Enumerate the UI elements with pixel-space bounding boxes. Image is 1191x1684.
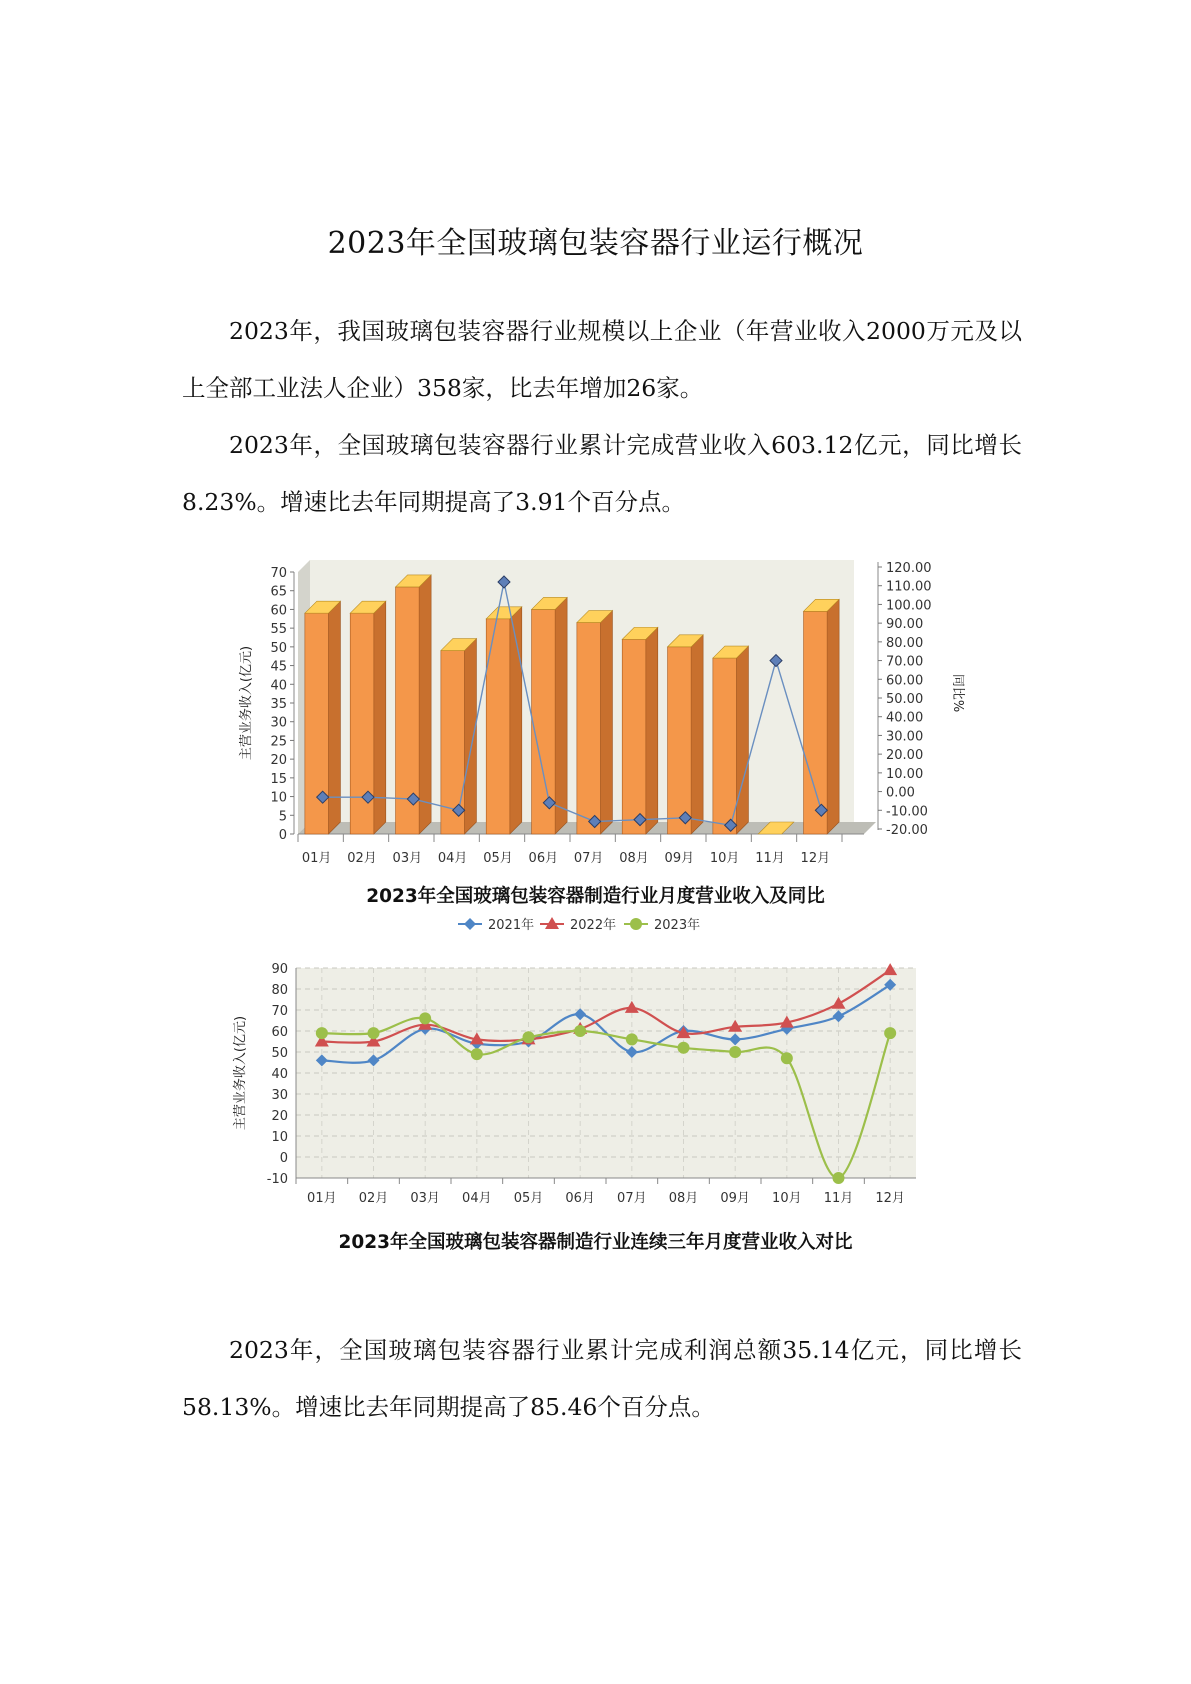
y2-tick-label: 0.00 (886, 785, 915, 801)
x-tick-label: 08月 (619, 851, 649, 866)
legend-swatch-marker (630, 918, 642, 930)
y-tick-label: 30 (271, 1088, 288, 1103)
paragraph-profit: 2023年，全国玻璃包装容器行业累计完成利润总额35.14亿元，同比增长58.13%。增速比去年同期提高了85.46个百分点。 (182, 1336, 1022, 1421)
y-tick-label: 35 (270, 697, 287, 712)
y2-tick-label: -10.00 (886, 804, 928, 820)
data-point (729, 1046, 741, 1058)
data-point (884, 1027, 896, 1039)
x-tick-label: 07月 (617, 1191, 647, 1206)
y-tick-label: 50 (271, 1046, 288, 1061)
y-tick-label: 40 (271, 1067, 288, 1082)
x-tick-label: 01月 (307, 1191, 337, 1206)
y2-tick-label: 20.00 (886, 748, 924, 764)
y-axis-title: 主营业务收入(亿元) (233, 1015, 248, 1131)
page-title: 2023年全国玻璃包装容器行业运行概况 (327, 226, 864, 261)
data-point (368, 1027, 380, 1039)
chart2-caption: 2023年全国玻璃包装容器制造行业连续三年月度营业收入对比 (338, 1232, 853, 1253)
y2-tick-label: 100.00 (886, 598, 932, 614)
data-point (574, 1025, 586, 1037)
y-tick-label: 10 (270, 790, 287, 806)
data-point (471, 1048, 483, 1060)
legend-item (624, 917, 700, 933)
y-tick-label: 30 (270, 715, 287, 731)
x-tick-label: 07月 (573, 851, 604, 866)
x-tick-label: 10月 (772, 1191, 802, 1206)
legend-label: 2022年 (570, 918, 617, 933)
legend-label: 2021年 (488, 918, 535, 933)
x-tick-label: 12月 (875, 1191, 905, 1206)
legend-item (540, 917, 616, 933)
y2-tick-label: 80.00 (886, 635, 924, 651)
y2-tick-label: 10.00 (886, 766, 924, 782)
y-tick-label: 0 (278, 828, 287, 843)
y-tick-label: 55 (270, 622, 287, 638)
y-tick-label: 45 (270, 659, 287, 675)
x-tick-label: 03月 (410, 1191, 440, 1206)
y2-tick-label: 60.00 (886, 673, 924, 689)
x-tick-label: 06月 (565, 1191, 595, 1206)
legend-label: 2023年 (654, 918, 701, 933)
y2-tick-label: 50.00 (886, 692, 924, 707)
y-axis-title: 主营业务收入(亿元) (239, 645, 254, 761)
y-tick-label: 60 (270, 603, 287, 619)
x-tick-label: 10月 (709, 851, 740, 866)
legend-swatch-marker (464, 918, 476, 930)
x-tick-label: 04月 (462, 1191, 492, 1206)
y-tick-label: -10 (266, 1172, 288, 1187)
x-tick-label: 01月 (301, 851, 332, 866)
x-tick-label: 12月 (800, 851, 831, 866)
y-tick-label: 0 (279, 1151, 288, 1166)
data-point (678, 1042, 690, 1054)
y-tick-label: 70 (270, 566, 287, 581)
paragraph-revenue: 2023年，全国玻璃包装容器行业累计完成营业收入603.12亿元，同比增长8.23%。增速比去年同期提高了3.91个百分点。 (182, 431, 1022, 516)
x-tick-label: 03月 (392, 851, 423, 866)
data-point (316, 1027, 328, 1039)
y2-tick-label: 110.00 (886, 579, 932, 595)
data-point (626, 1033, 638, 1045)
y-tick-label: 40 (270, 678, 287, 694)
x-tick-label: 09月 (720, 1191, 750, 1206)
y-tick-label: 50 (270, 640, 287, 656)
x-tick-label: 05月 (483, 851, 513, 866)
x-tick-label: 02月 (347, 851, 377, 866)
x-tick-label: 02月 (358, 1191, 389, 1206)
y-tick-label: 20 (270, 753, 287, 769)
x-tick-label: 09月 (664, 851, 695, 866)
x-tick-label: 06月 (528, 851, 559, 866)
chart1-caption: 2023年全国玻璃包装容器制造行业月度营业收入及同比 (366, 886, 825, 907)
y-tick-label: 70 (271, 1004, 288, 1019)
y-tick-label: 25 (270, 734, 287, 750)
y-tick-label: 5 (278, 809, 287, 825)
y2-tick-label: 40.00 (886, 710, 924, 726)
x-tick-label: 08月 (668, 1191, 699, 1206)
data-point (523, 1031, 535, 1043)
y2-tick-label: 90.00 (886, 617, 924, 633)
data-point (833, 1172, 845, 1184)
y2-tick-label: 70.00 (886, 654, 924, 670)
data-point (419, 1012, 431, 1024)
y-tick-label: 10 (271, 1130, 288, 1145)
legend-item (458, 917, 534, 933)
y-tick-label: 15 (270, 771, 287, 787)
y2-tick-label: -20.00 (886, 823, 928, 838)
x-tick-label: 05月 (513, 1191, 544, 1206)
y-tick-label: 65 (270, 584, 287, 600)
y2-tick-label: 30.00 (886, 729, 924, 745)
x-tick-label: 11月 (755, 851, 785, 866)
y-tick-label: 90 (271, 962, 288, 977)
paragraph-enterprise-count: 2023年，我国玻璃包装容器行业规模以上企业（年营业收入2000万元及以上全部工业法人企业）358家，比去年增加26家。 (182, 317, 1022, 402)
y2-axis-title: 同比% (950, 673, 965, 713)
x-tick-label: 11月 (823, 1191, 854, 1206)
y-tick-label: 60 (271, 1025, 288, 1040)
x-tick-label: 04月 (437, 851, 468, 866)
data-point (781, 1052, 793, 1064)
y-tick-label: 80 (271, 983, 288, 998)
y-tick-label: 20 (271, 1109, 288, 1124)
y2-tick-label: 120.00 (886, 561, 932, 576)
